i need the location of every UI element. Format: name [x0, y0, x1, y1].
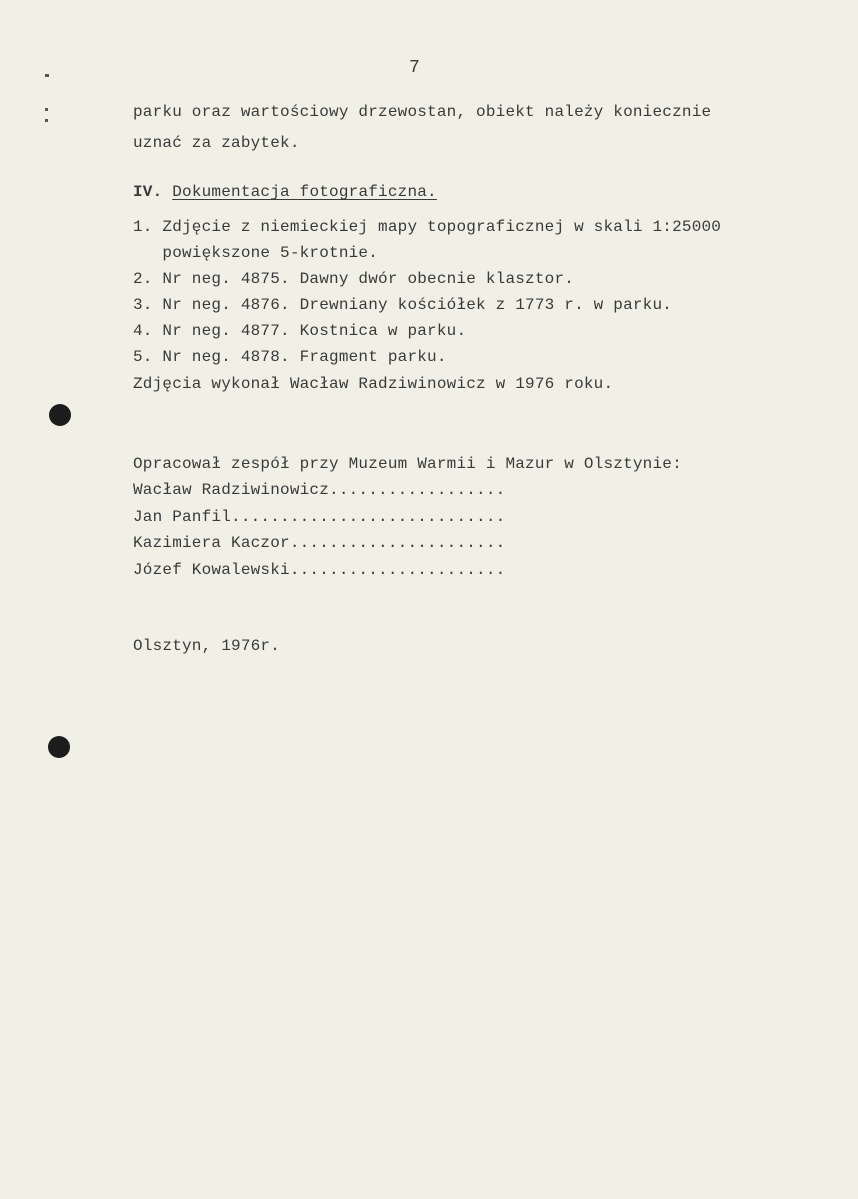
place-date: Olsztyn, 1976r.: [133, 637, 281, 655]
list-item: 4. Nr neg. 4877. Kostnica w parku.: [133, 322, 467, 340]
section-heading: [133, 182, 437, 202]
punch-hole: [49, 404, 71, 426]
team-member: Józef Kowalewski......................: [133, 561, 506, 579]
list-item: 2. Nr neg. 4875. Dawny dwór obecnie klasztor.: [133, 270, 575, 288]
margin-mark: [45, 108, 48, 111]
intro-line: uznać za zabytek.: [133, 134, 300, 152]
intro-line: parku oraz wartościowy drzewostan, obiekt należy koniecznie: [133, 103, 712, 121]
section-title: Dokumentacja fotograficzna.: [172, 183, 437, 201]
list-item: 5. Nr neg. 4878. Fragment parku.: [133, 348, 447, 366]
page-number: 7: [409, 58, 420, 78]
margin-mark: [45, 74, 49, 77]
list-item: 3. Nr neg. 4876. Drewniany kościółek z 1773 r. w parku.: [133, 296, 673, 314]
team-member: Kazimiera Kaczor......................: [133, 534, 506, 552]
team-member: Jan Panfil............................: [133, 508, 506, 526]
photo-credit: Zdjęcia wykonał Wacław Radziwinowicz w 1976 roku.: [133, 375, 614, 393]
margin-mark: [45, 119, 48, 122]
list-item: 1. Zdjęcie z niemieckiej mapy topograficznej w skali 1:25000: [133, 218, 722, 236]
list-item-continuation: powiększone 5-krotnie.: [133, 244, 379, 262]
team-member: Wacław Radziwinowicz..................: [133, 481, 506, 499]
section-number: IV.: [133, 183, 163, 201]
team-header: Opracował zespół przy Muzeum Warmii i Mazur w Olsztynie:: [133, 455, 682, 473]
punch-hole: [48, 736, 70, 758]
